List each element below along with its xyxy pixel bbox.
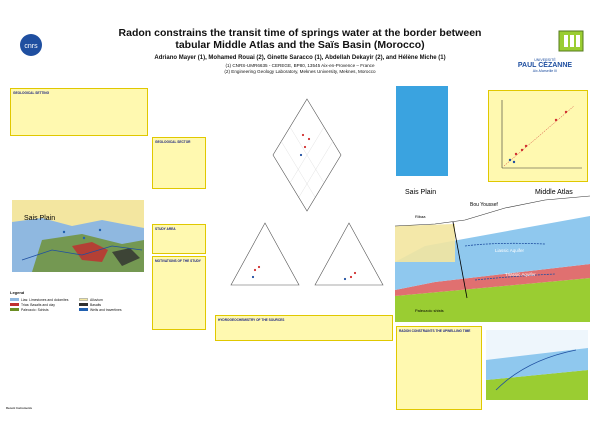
section-alluvium [395,224,455,262]
hydrogeochemistry-box [215,315,393,341]
map-region-label: Sais Plain [24,215,56,222]
cerege-logo [556,28,586,54]
geological-setting-box [10,88,148,136]
authors: Adriano Mayer (1), Mohamed Rouai (2), Ginette Saracco (1), Abdellah Dekayir (2), and Hélène Miche (1) [154,55,446,61]
affiliation-1: (1) CNRS-UMR6635 - CEREGE, BP80, 13545 Aix-en-Provence – France [225,63,375,68]
legend-title: Legend [10,290,25,295]
piper-cation-triangle [231,223,299,285]
footer [6,407,32,410]
section-label-lias: Liassic Aquifer [495,248,525,253]
constraints-heading: RADON CONSTRAINTS THE UPWELLING TIME [399,329,471,333]
legend-label-paleozoic: Paleozoic: Schists [21,307,49,312]
up-logo-line2: PAUL CÉZANNE [517,62,573,69]
legend-label-wells: Wells and travertines [90,307,122,312]
section-label-springs: Ribaa [415,214,426,219]
constraints-box [396,326,482,410]
section-label-left: Sais Plain [405,189,437,196]
piper-anion-triangle [315,223,383,285]
radon-highlight-box [396,86,448,176]
cnrs-logo [14,32,48,58]
affiliation-2: (2) Engineering Geology Laboratory, Meknes University, Meknes, Morocco [224,69,376,74]
upwelling-diagram [486,330,588,400]
piper-diagram [225,95,390,305]
up-logo-line3: Aix-Marseille III [532,69,558,73]
legend-swatch-lias [10,298,19,301]
title-line-2: tabular Middle Atlas and the Saïs Basin (Morocco) [175,39,425,51]
motivations-heading: MOTIVATIONS OF THE STUDY [155,259,201,263]
poster-title [70,27,530,51]
up-logo-line1: UNIVERSITÉ [534,58,556,62]
map-spring-3 [99,229,101,231]
section-label-trias: Triassic Aquifer [505,272,536,277]
map-spring-1 [63,231,65,233]
legend-label-alluvium: Alluvium [90,297,103,302]
section-label-fault: Bou Youssef [470,202,498,208]
study-area-box [152,224,206,254]
footer-line-1: Recent Instruments [6,406,33,410]
legend-label-lias: Lias: Limestones and dolomites [21,297,69,302]
section-label-basement: Paleozoic shists [415,308,444,313]
geological-setting-heading: GEOLOGICAL SETTING [13,91,50,95]
affiliations [90,63,510,75]
legend-swatch-paleozoic [10,308,19,311]
radon-scatter-plot [496,96,586,176]
legend-item-wells [79,307,148,312]
legend-swatch-trias [10,303,19,306]
geological-sector-heading: GEOLOGICAL SECTOR [155,140,191,144]
map-spring-2 [83,237,85,239]
legend-item-paleozoic [10,307,79,312]
cnrs-logo-text: cnrs [24,43,38,50]
study-area-heading: STUDY AREA [155,227,176,231]
legend-swatch-wells [79,308,88,311]
universite-paul-cezanne-logo [502,58,588,82]
hydrogeochemistry-heading: HYDROGEOCHEMISTRY OF THE SOURCES [218,318,285,322]
legend-swatch-alluvium [79,298,88,301]
title-line-1: Radon constrains the transit time of springs water at the border between [118,27,482,39]
geological-sector-box [152,137,206,189]
legend-swatch-basalts [79,303,88,306]
geological-map [12,200,144,272]
motivations-box [152,256,206,330]
map-legend [10,290,148,336]
legend-label-basalts: Basalts [90,302,102,307]
legend-label-trias: Trias: Basalts and clay [21,302,55,307]
geological-cross-section [395,186,590,322]
section-label-right: Middle Atlas [535,189,573,196]
